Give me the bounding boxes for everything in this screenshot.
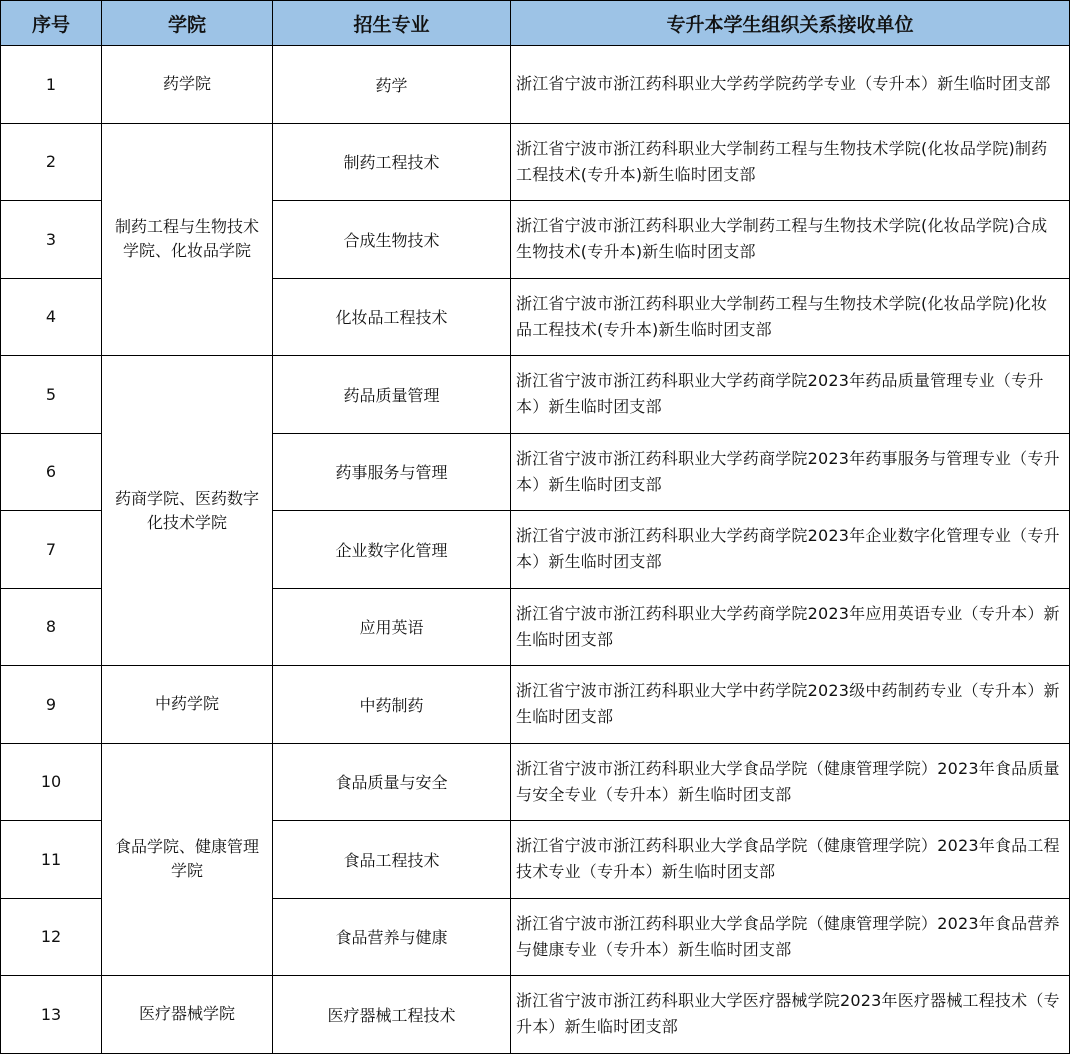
cell-serial-no: 8	[1, 588, 102, 666]
table-row	[1, 46, 1070, 124]
cell-receiving-unit: 浙江省宁波市浙江药科职业大学医疗器械学院2023年医疗器械工程技术（专升本）新生临时团支部	[511, 976, 1070, 1054]
table-row	[1, 666, 1070, 744]
cell-serial-no: 3	[1, 201, 102, 279]
cell-major: 医疗器械工程技术	[273, 976, 511, 1054]
cell-college: 药商学院、医药数字化技术学院	[102, 356, 273, 666]
cell-college: 制药工程与生物技术学院、化妆品学院	[102, 123, 273, 356]
cell-major: 药品质量管理	[273, 356, 511, 434]
cell-major: 合成生物技术	[273, 201, 511, 279]
cell-serial-no: 6	[1, 433, 102, 511]
cell-major: 化妆品工程技术	[273, 278, 511, 356]
cell-serial-no: 10	[1, 743, 102, 821]
header-receiving-unit: 专升本学生组织关系接收单位	[511, 1, 1070, 46]
cell-serial-no: 12	[1, 898, 102, 976]
cell-receiving-unit: 浙江省宁波市浙江药科职业大学药商学院2023年企业数字化管理专业（专升本）新生临时团支部	[511, 511, 1070, 589]
cell-receiving-unit: 浙江省宁波市浙江药科职业大学食品学院（健康管理学院）2023年食品营养与健康专业（专升本）新生临时团支部	[511, 898, 1070, 976]
table-header-row	[1, 1, 1070, 46]
cell-major: 食品质量与安全	[273, 743, 511, 821]
cell-major: 药学	[273, 46, 511, 124]
cell-receiving-unit: 浙江省宁波市浙江药科职业大学药商学院2023年药品质量管理专业（专升本）新生临时团支部	[511, 356, 1070, 434]
cell-receiving-unit: 浙江省宁波市浙江药科职业大学中药学院2023级中药制药专业（专升本）新生临时团支部	[511, 666, 1070, 744]
cell-receiving-unit: 浙江省宁波市浙江药科职业大学药学院药学专业（专升本）新生临时团支部	[511, 46, 1070, 124]
cell-serial-no: 13	[1, 976, 102, 1054]
cell-serial-no: 2	[1, 123, 102, 201]
cell-receiving-unit: 浙江省宁波市浙江药科职业大学制药工程与生物技术学院(化妆品学院)制药工程技术(专升本)新生临时团支部	[511, 123, 1070, 201]
cell-receiving-unit: 浙江省宁波市浙江药科职业大学药商学院2023年药事服务与管理专业（专升本）新生临时团支部	[511, 433, 1070, 511]
cell-college: 药学院	[102, 46, 273, 124]
table-row	[1, 743, 1070, 821]
cell-major: 企业数字化管理	[273, 511, 511, 589]
header-serial-no: 序号	[1, 1, 102, 46]
cell-major: 中药制药	[273, 666, 511, 744]
cell-major: 食品营养与健康	[273, 898, 511, 976]
table-row	[1, 123, 1070, 201]
cell-receiving-unit: 浙江省宁波市浙江药科职业大学制药工程与生物技术学院(化妆品学院)化妆品工程技术(专升本)新生临时团支部	[511, 278, 1070, 356]
cell-receiving-unit: 浙江省宁波市浙江药科职业大学药商学院2023年应用英语专业（专升本）新生临时团支部	[511, 588, 1070, 666]
cell-serial-no: 11	[1, 821, 102, 899]
cell-serial-no: 7	[1, 511, 102, 589]
cell-college: 食品学院、健康管理学院	[102, 743, 273, 976]
header-college: 学院	[102, 1, 273, 46]
cell-major: 应用英语	[273, 588, 511, 666]
table-row	[1, 976, 1070, 1054]
cell-receiving-unit: 浙江省宁波市浙江药科职业大学食品学院（健康管理学院）2023年食品工程技术专业（专升本）新生临时团支部	[511, 821, 1070, 899]
cell-serial-no: 5	[1, 356, 102, 434]
cell-college: 中药学院	[102, 666, 273, 744]
cell-serial-no: 1	[1, 46, 102, 124]
cell-serial-no: 9	[1, 666, 102, 744]
cell-serial-no: 4	[1, 278, 102, 356]
header-major: 招生专业	[273, 1, 511, 46]
cell-major: 食品工程技术	[273, 821, 511, 899]
cell-receiving-unit: 浙江省宁波市浙江药科职业大学制药工程与生物技术学院(化妆品学院)合成生物技术(专升本)新生临时团支部	[511, 201, 1070, 279]
table-row	[1, 356, 1070, 434]
cell-major: 药事服务与管理	[273, 433, 511, 511]
cell-college: 医疗器械学院	[102, 976, 273, 1054]
cell-receiving-unit: 浙江省宁波市浙江药科职业大学食品学院（健康管理学院）2023年食品质量与安全专业（专升本）新生临时团支部	[511, 743, 1070, 821]
cell-major: 制药工程技术	[273, 123, 511, 201]
